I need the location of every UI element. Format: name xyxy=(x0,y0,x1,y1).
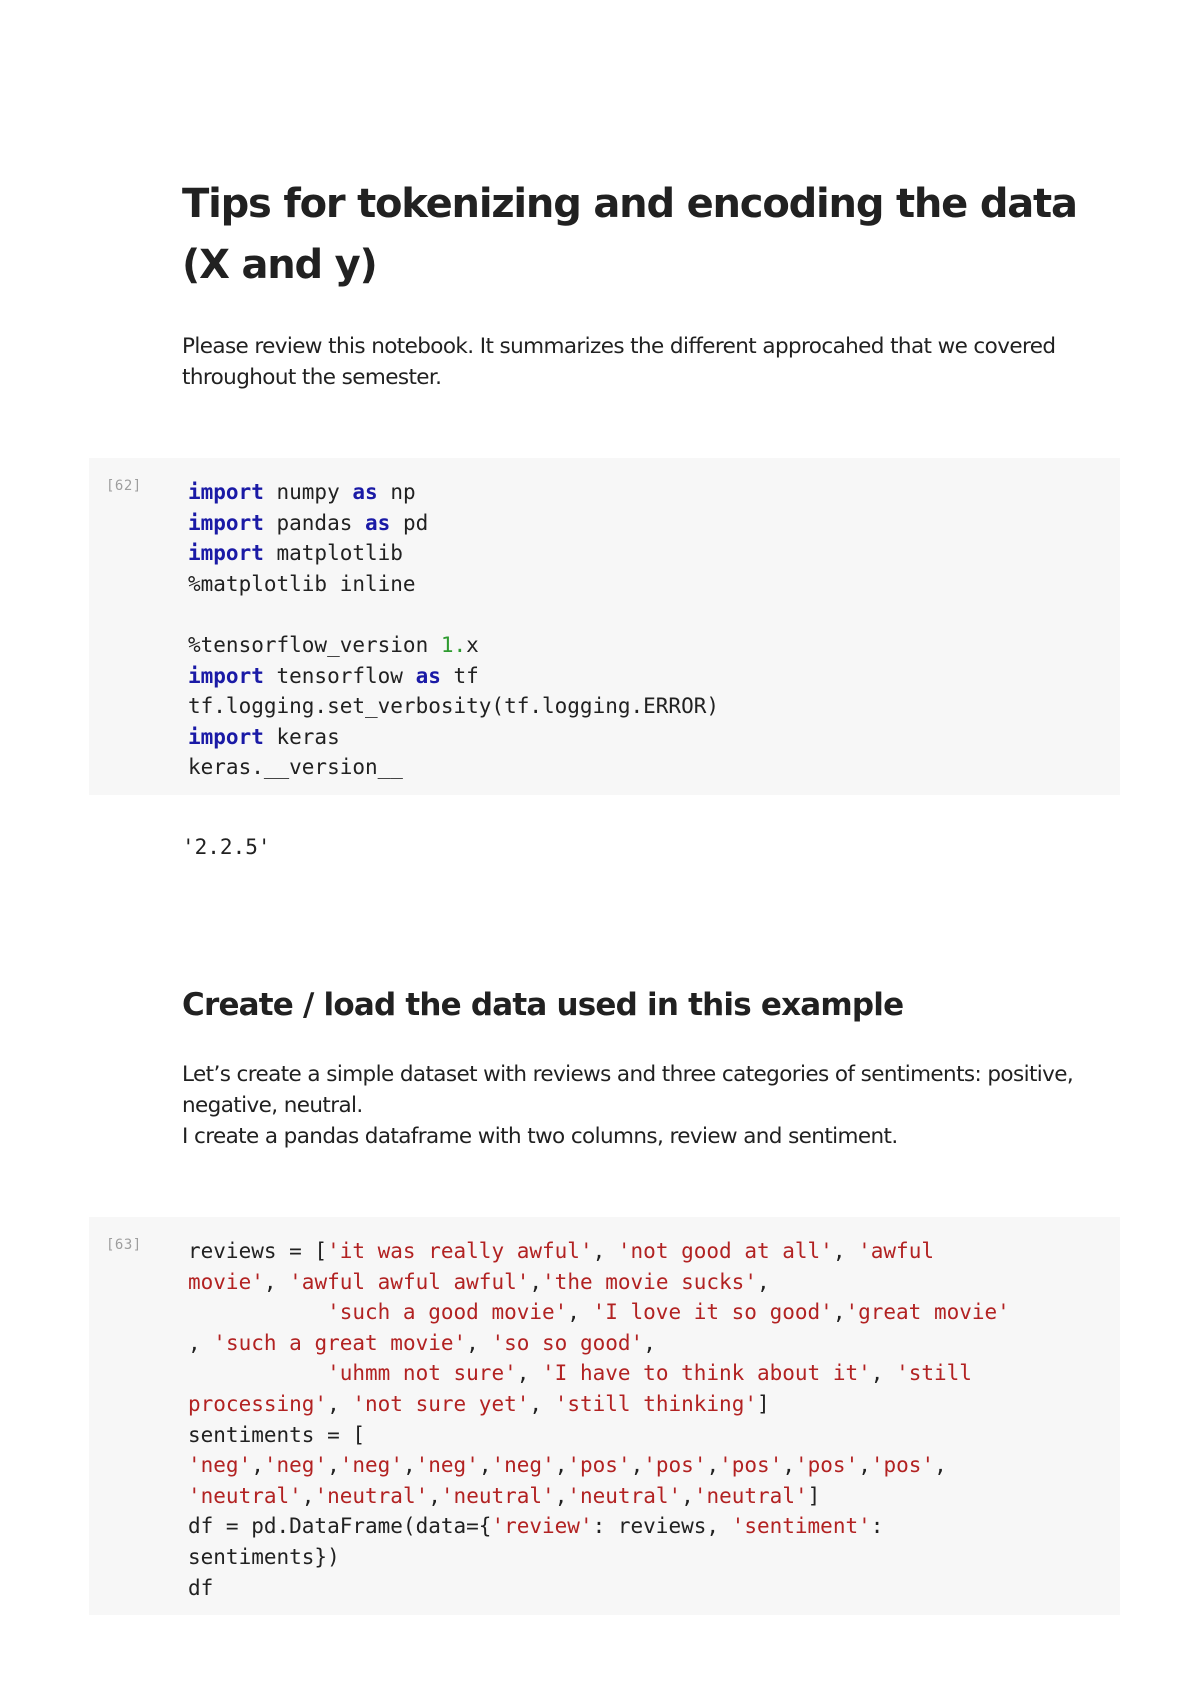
code-token: , xyxy=(554,1453,568,1478)
string-literal: 'pos' xyxy=(567,1453,631,1478)
string-literal: 'still thinking' xyxy=(554,1391,757,1416)
code-token: : xyxy=(870,1514,884,1539)
intro-line-1: Please review this notebook. It summarizes the different approcahed that we covered xyxy=(182,334,1056,359)
code-token: df = pd.DataFrame(data={ xyxy=(188,1514,492,1539)
keyword: as xyxy=(352,480,378,504)
code-token: , xyxy=(630,1453,644,1478)
code-token: , xyxy=(327,1391,353,1416)
keyword: import xyxy=(188,724,264,749)
string-literal: 'so so good' xyxy=(491,1330,644,1355)
string-literal: 'neutral' xyxy=(188,1483,302,1508)
number-literal: 1. xyxy=(440,632,467,657)
cell-prompt: [62] xyxy=(106,478,142,494)
string-literal: 'neutral' xyxy=(567,1483,682,1508)
cell-prompt: [63] xyxy=(106,1237,142,1253)
code-cell-62[interactable] xyxy=(89,458,1120,795)
string-literal: 'uhmm not sure' xyxy=(327,1361,517,1386)
string-literal: 'neutral' xyxy=(440,1483,555,1508)
code-cell-63[interactable] xyxy=(89,1217,1120,1615)
code-token xyxy=(188,1300,327,1324)
code-token: x xyxy=(466,632,479,657)
code-token: , xyxy=(301,1483,315,1508)
string-literal: 'I have to think about it' xyxy=(542,1361,871,1386)
string-literal: 'I love it so good' xyxy=(592,1300,833,1325)
code-token: sentiments = [ xyxy=(188,1422,366,1447)
code-token: , xyxy=(756,1269,770,1294)
code-token: ] xyxy=(807,1483,821,1508)
section2-line-3: I create a pandas dataframe with two columns, review and sentiment. xyxy=(182,1124,898,1149)
keyword: import xyxy=(188,480,264,504)
code-token: , xyxy=(643,1330,656,1355)
code-token: tf.logging.set_verbosity(tf.logging.ERROR) xyxy=(188,694,720,719)
code-token: , xyxy=(402,1453,416,1478)
string-literal: 'pos' xyxy=(870,1453,935,1478)
keyword: as xyxy=(415,663,441,688)
code-editor[interactable] xyxy=(188,477,719,783)
code-token: pd xyxy=(390,510,429,535)
code-token: , xyxy=(554,1483,568,1508)
section-heading-create xyxy=(182,985,1082,1025)
string-literal: 'neg' xyxy=(415,1453,479,1478)
string-literal: processing' xyxy=(188,1391,328,1416)
code-token: keras.__version__ xyxy=(188,755,403,780)
string-literal: 'neg' xyxy=(263,1453,328,1478)
code-token: , xyxy=(428,1483,441,1508)
string-literal: 'neutral' xyxy=(693,1483,808,1508)
code-token: %tensorflow_version xyxy=(188,632,441,657)
keyword: as xyxy=(365,510,391,535)
title-line-2: (X and y) xyxy=(182,242,377,288)
string-literal: 'neg' xyxy=(491,1453,555,1478)
code-token: pandas xyxy=(263,510,366,535)
string-literal: 'such a great movie' xyxy=(213,1330,467,1355)
code-token: , xyxy=(327,1453,340,1478)
code-token: , xyxy=(858,1453,871,1478)
code-token: tensorflow xyxy=(263,663,416,688)
string-literal: 'review' xyxy=(491,1514,593,1539)
code-token: , xyxy=(188,1330,214,1355)
string-literal: 'pos' xyxy=(643,1453,707,1478)
code-token xyxy=(188,1361,327,1385)
page-title xyxy=(182,174,1082,296)
title-line-1: Tips for tokenizing and encoding the data xyxy=(182,181,1077,227)
intro-paragraph xyxy=(182,331,1082,393)
section2-line-1: Let’s create a simple dataset with reviews and three categories of sentiments: positive, xyxy=(182,1062,1074,1087)
code-editor[interactable] xyxy=(188,1236,1010,1603)
string-literal: 'neutral' xyxy=(314,1483,429,1508)
code-token: numpy xyxy=(263,480,353,504)
string-literal: 'pos' xyxy=(795,1453,859,1478)
string-literal: 'pos' xyxy=(719,1453,783,1478)
code-token: %matplotlib inline xyxy=(188,571,416,596)
code-token: , xyxy=(529,1269,543,1294)
code-token: , xyxy=(466,1330,492,1355)
code-token: , xyxy=(592,1239,618,1263)
code-token: ] xyxy=(756,1391,770,1416)
code-token: , xyxy=(251,1453,264,1478)
section2-paragraph xyxy=(182,1059,1082,1152)
code-token: keras xyxy=(263,724,340,749)
code-token: , xyxy=(516,1361,543,1386)
code-token: , xyxy=(529,1391,555,1416)
string-literal: movie' xyxy=(188,1269,264,1294)
string-literal: 'great movie' xyxy=(845,1300,1010,1325)
code-token: , xyxy=(832,1239,859,1263)
code-token: sentiments}) xyxy=(188,1544,340,1569)
code-token: , xyxy=(782,1453,795,1478)
code-token: reviews = [ xyxy=(188,1239,328,1263)
code-token: , xyxy=(832,1300,846,1325)
code-token: , xyxy=(706,1453,720,1478)
code-token: , xyxy=(567,1300,593,1325)
string-literal: 'awful xyxy=(858,1239,934,1263)
string-literal: 'it was really awful' xyxy=(327,1239,593,1263)
string-literal: 'not sure yet' xyxy=(352,1391,530,1416)
intro-line-2: throughout the semester. xyxy=(182,365,442,390)
string-literal: 'neg' xyxy=(188,1453,252,1478)
string-literal: 'awful awful awful' xyxy=(289,1269,530,1294)
code-token: , xyxy=(681,1483,694,1508)
code-token: , xyxy=(870,1361,897,1386)
section-heading-tips xyxy=(182,174,1082,296)
code-token: np xyxy=(377,480,416,504)
code-token: : reviews, xyxy=(592,1514,732,1539)
string-literal: 'such a good movie' xyxy=(327,1300,568,1325)
code-token: , xyxy=(263,1269,290,1294)
string-literal: 'still xyxy=(896,1361,972,1386)
code-token: , xyxy=(934,1453,947,1478)
code-token: matplotlib xyxy=(263,541,403,566)
string-literal: 'not good at all' xyxy=(617,1239,833,1263)
string-literal: 'neg' xyxy=(339,1453,403,1478)
code-token: tf xyxy=(440,663,479,688)
keyword: import xyxy=(188,510,264,535)
string-literal: 'the movie sucks' xyxy=(542,1269,757,1294)
code-token: , xyxy=(478,1453,492,1478)
string-literal: 'sentiment' xyxy=(731,1514,871,1539)
section-title: Create / load the data used in this example xyxy=(182,987,904,1023)
code-token: df xyxy=(188,1575,214,1600)
cell-output-62: '2.2.5' xyxy=(182,835,271,859)
keyword: import xyxy=(188,663,264,688)
keyword: import xyxy=(188,541,264,566)
section2-line-2: negative, neutral. xyxy=(182,1093,363,1118)
